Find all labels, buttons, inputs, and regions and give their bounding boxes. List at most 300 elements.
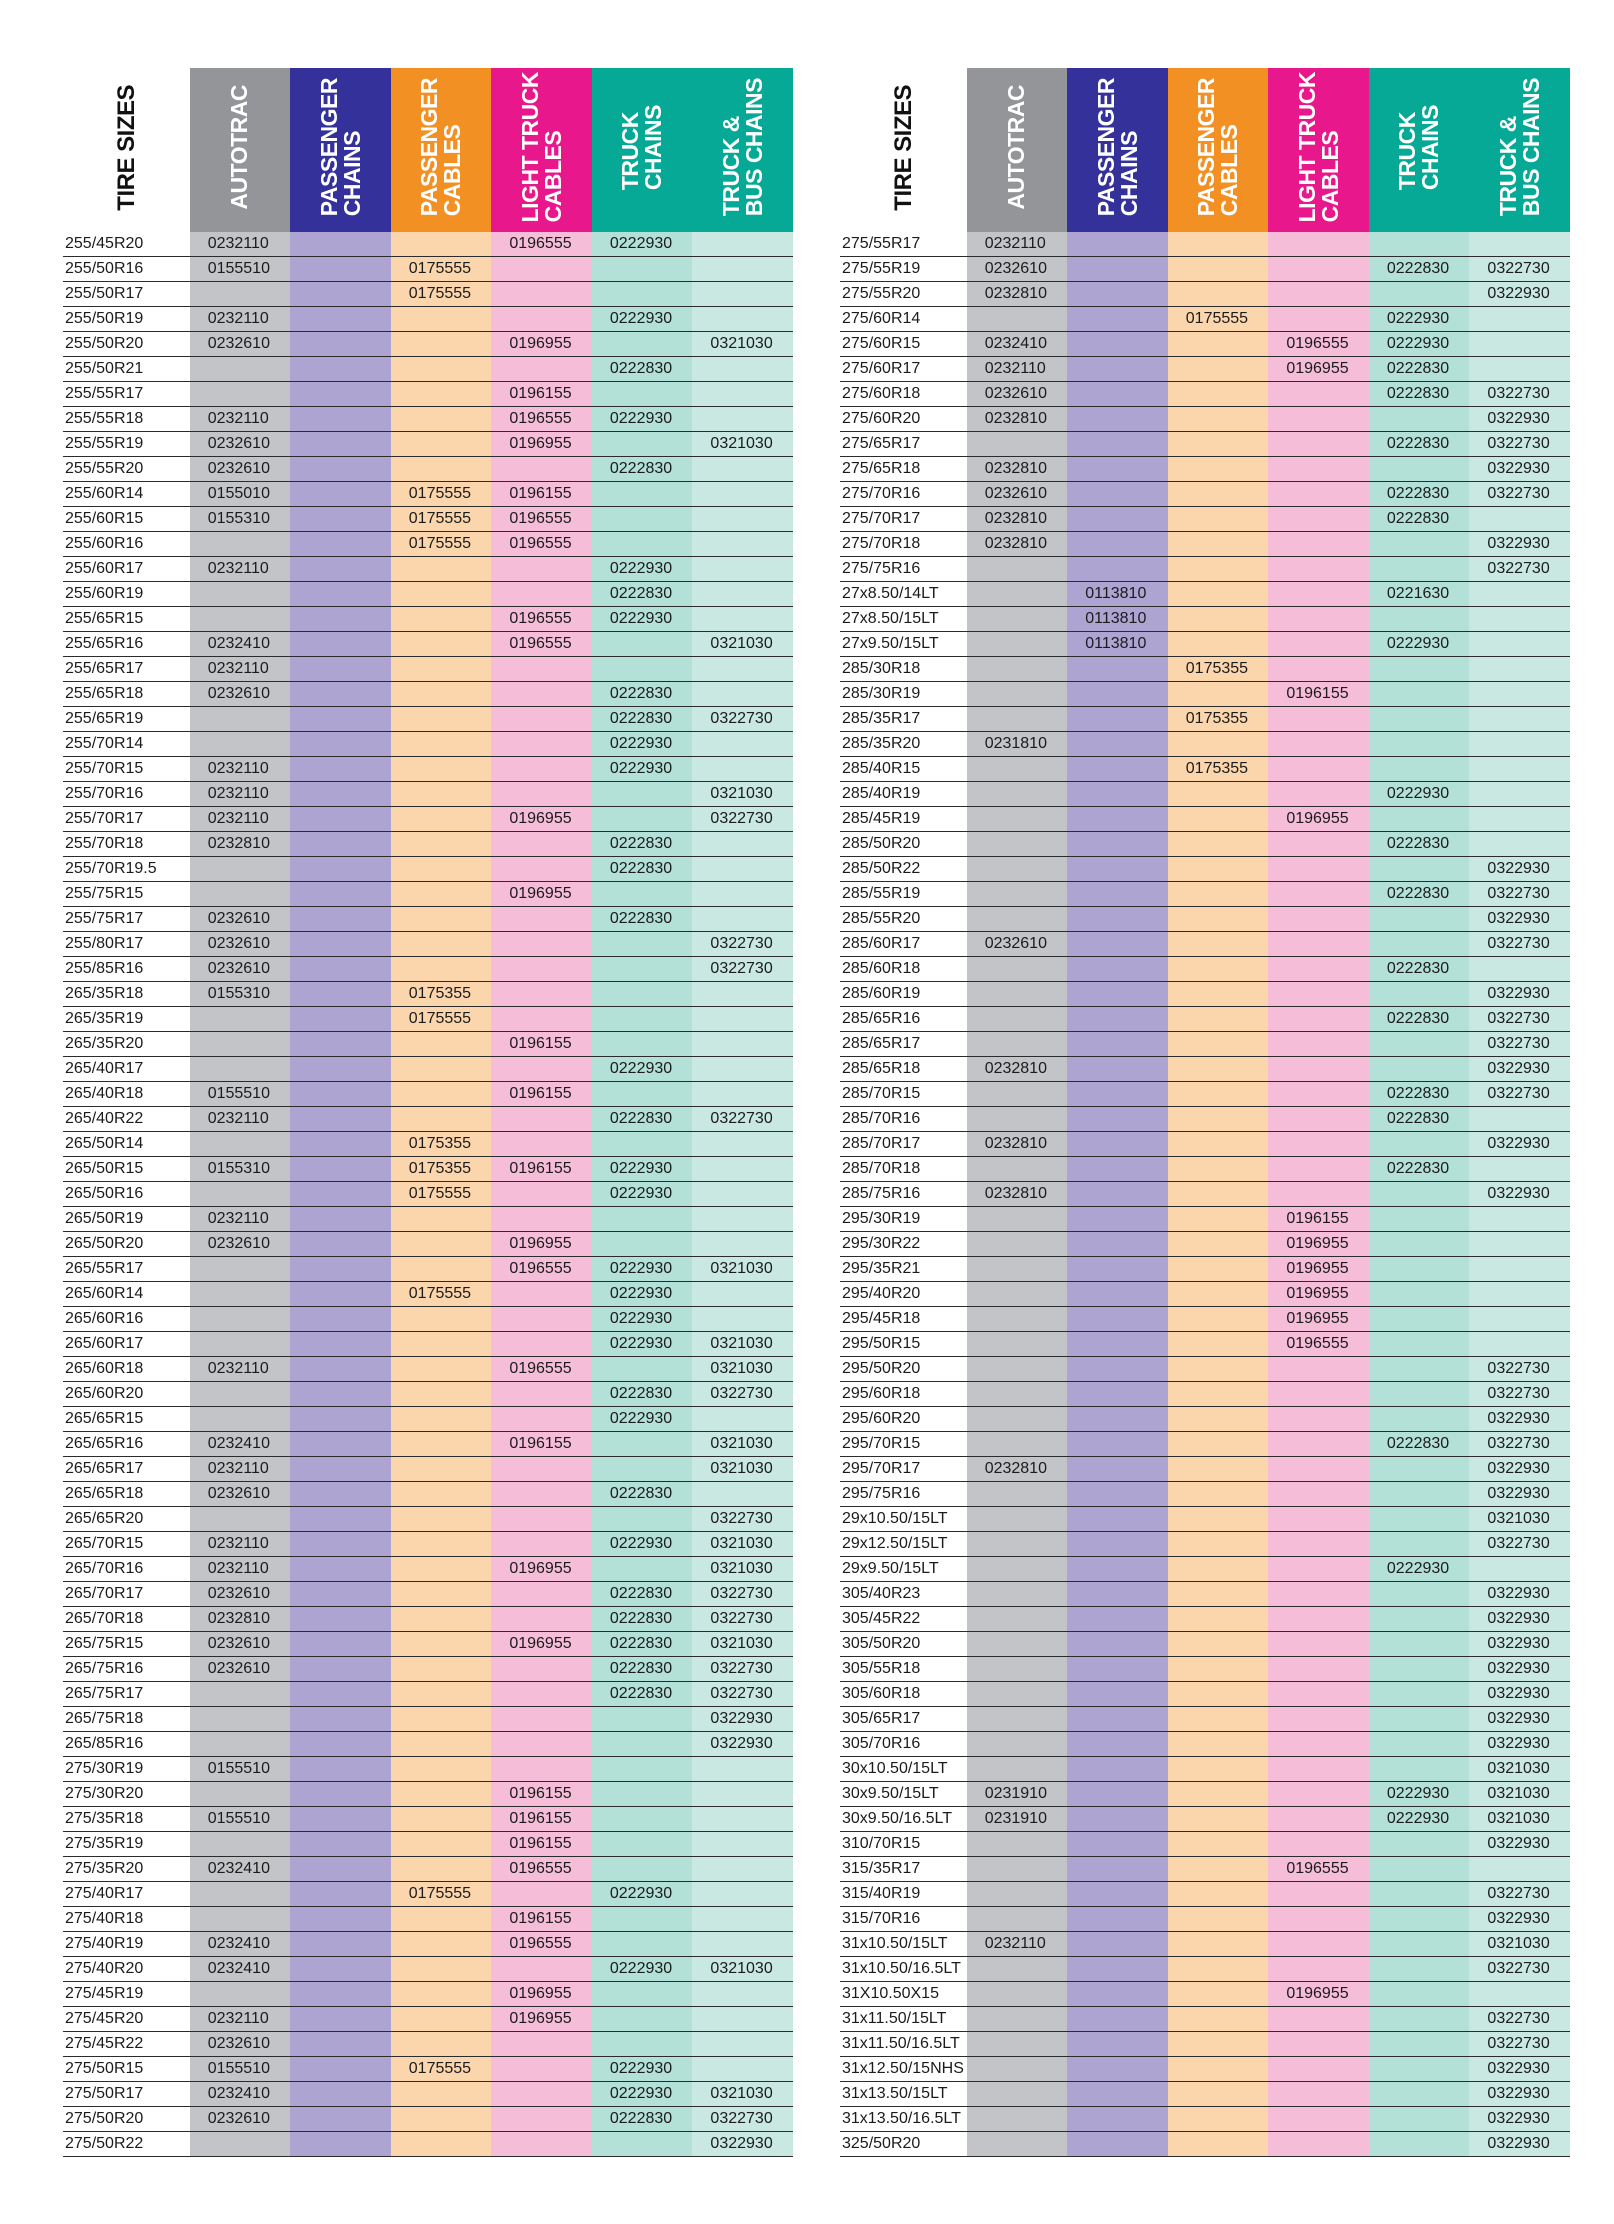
cell-passenger-cables xyxy=(391,1757,492,1782)
cell-passenger-cables xyxy=(391,607,492,632)
cell-passenger-chains xyxy=(1067,2107,1168,2132)
cell-truck-bus-chains xyxy=(692,1982,793,2007)
cell-truck-chains: 0222830 xyxy=(592,1607,693,1632)
cell-passenger-chains xyxy=(290,2057,391,2082)
table-row xyxy=(840,1557,1570,1582)
cell-passenger-chains xyxy=(1067,957,1168,982)
cell-autotrac xyxy=(967,1532,1068,1557)
cell-autotrac xyxy=(967,1907,1068,1932)
cell-truck-chains: 0222930 xyxy=(1369,632,1470,657)
cell-truck-bus-chains xyxy=(1469,332,1570,357)
cell-truck-chains xyxy=(592,1982,693,2007)
cell-light-truck-cables xyxy=(491,757,592,782)
cell-truck-chains xyxy=(1369,232,1470,257)
cell-truck-chains xyxy=(1369,1732,1470,1757)
cell-truck-chains: 0222930 xyxy=(592,1882,693,1907)
table-row xyxy=(63,2132,793,2157)
cell-passenger-chains xyxy=(1067,232,1168,257)
cell-truck-chains xyxy=(592,1007,693,1032)
cell-passenger-cables xyxy=(1168,1182,1269,1207)
cell-truck-chains xyxy=(1369,1457,1470,1482)
tire-size-table-right xyxy=(840,68,1570,2157)
cell-passenger-cables xyxy=(391,332,492,357)
cell-light-truck-cables xyxy=(491,1007,592,1032)
table-row xyxy=(63,1507,793,1532)
cell-passenger-chains xyxy=(1067,1982,1168,2007)
cell-truck-bus-chains xyxy=(1469,1107,1570,1132)
cell-tire-size: 295/70R17 xyxy=(840,1457,967,1482)
cell-autotrac xyxy=(967,1582,1068,1607)
cell-autotrac xyxy=(967,832,1068,857)
cell-passenger-chains xyxy=(1067,707,1168,732)
cell-passenger-cables xyxy=(391,2007,492,2032)
cell-passenger-chains xyxy=(290,1857,391,1882)
table-row xyxy=(63,1432,793,1457)
cell-autotrac xyxy=(190,282,291,307)
cell-autotrac: 0155010 xyxy=(190,482,291,507)
cell-autotrac xyxy=(967,1257,1068,1282)
cell-tire-size: 265/70R15 xyxy=(63,1532,190,1557)
table-row xyxy=(840,882,1570,907)
cell-truck-bus-chains xyxy=(692,732,793,757)
cell-light-truck-cables: 0196555 xyxy=(491,507,592,532)
cell-truck-bus-chains xyxy=(1469,1982,1570,2007)
cell-autotrac xyxy=(967,1607,1068,1632)
table-header-row xyxy=(840,68,1570,232)
cell-truck-bus-chains xyxy=(692,557,793,582)
table-row xyxy=(840,1832,1570,1857)
cell-passenger-chains xyxy=(290,1957,391,1982)
cell-light-truck-cables xyxy=(1268,1507,1369,1532)
table-row xyxy=(63,882,793,907)
cell-tire-size: 285/30R19 xyxy=(840,682,967,707)
cell-light-truck-cables: 0196555 xyxy=(491,1257,592,1282)
cell-truck-bus-chains: 0322730 xyxy=(692,2107,793,2132)
table-row xyxy=(840,957,1570,982)
cell-light-truck-cables xyxy=(1268,657,1369,682)
cell-truck-chains: 0222930 xyxy=(592,1307,693,1332)
table-row xyxy=(840,507,1570,532)
cell-light-truck-cables: 0196555 xyxy=(1268,1332,1369,1357)
cell-truck-chains xyxy=(592,2132,693,2157)
cell-light-truck-cables xyxy=(1268,307,1369,332)
table-row xyxy=(840,1782,1570,1807)
cell-truck-bus-chains xyxy=(692,682,793,707)
cell-tire-size: 275/30R19 xyxy=(63,1757,190,1782)
cell-truck-bus-chains xyxy=(1469,657,1570,682)
cell-light-truck-cables: 0196555 xyxy=(491,632,592,657)
table-row xyxy=(840,1032,1570,1057)
cell-passenger-chains xyxy=(290,707,391,732)
cell-passenger-cables xyxy=(1168,1082,1269,1107)
cell-truck-chains xyxy=(592,782,693,807)
cell-tire-size: 275/60R14 xyxy=(840,307,967,332)
table-row xyxy=(840,1157,1570,1182)
cell-truck-bus-chains: 0322730 xyxy=(692,957,793,982)
cell-passenger-chains xyxy=(1067,282,1168,307)
cell-truck-bus-chains: 0321030 xyxy=(692,1332,793,1357)
cell-truck-chains: 0222830 xyxy=(1369,882,1470,907)
cell-truck-chains: 0222930 xyxy=(592,1282,693,1307)
cell-passenger-cables xyxy=(391,1932,492,1957)
cell-passenger-chains xyxy=(290,1357,391,1382)
cell-tire-size: 285/75R16 xyxy=(840,1182,967,1207)
cell-tire-size: 255/65R17 xyxy=(63,657,190,682)
cell-autotrac xyxy=(190,1007,291,1032)
cell-passenger-cables xyxy=(1168,532,1269,557)
cell-truck-bus-chains xyxy=(1469,1257,1570,1282)
cell-tire-size: 275/60R17 xyxy=(840,357,967,382)
cell-truck-chains xyxy=(592,432,693,457)
cell-tire-size: 275/70R18 xyxy=(840,532,967,557)
cell-passenger-chains xyxy=(290,632,391,657)
table-row xyxy=(840,2032,1570,2057)
cell-passenger-chains xyxy=(1067,1957,1168,1982)
cell-light-truck-cables: 0196155 xyxy=(491,1907,592,1932)
cell-passenger-cables xyxy=(1168,1707,1269,1732)
cell-passenger-cables xyxy=(1168,282,1269,307)
table-row xyxy=(63,1107,793,1132)
cell-passenger-chains xyxy=(1067,1332,1168,1357)
cell-autotrac: 0232110 xyxy=(190,782,291,807)
cell-tire-size: 255/85R16 xyxy=(63,957,190,982)
cell-autotrac xyxy=(967,1007,1068,1032)
table-row xyxy=(63,382,793,407)
cell-autotrac xyxy=(190,1832,291,1857)
table-row xyxy=(840,1407,1570,1432)
cell-passenger-cables xyxy=(1168,1232,1269,1257)
cell-light-truck-cables xyxy=(1268,1482,1369,1507)
cell-autotrac: 0232810 xyxy=(967,1057,1068,1082)
cell-truck-chains xyxy=(592,257,693,282)
cell-light-truck-cables xyxy=(1268,757,1369,782)
cell-tire-size: 285/55R19 xyxy=(840,882,967,907)
cell-light-truck-cables xyxy=(491,1182,592,1207)
cell-light-truck-cables xyxy=(491,1957,592,1982)
cell-passenger-cables: 0175555 xyxy=(391,1007,492,1032)
cell-autotrac: 0232610 xyxy=(190,2107,291,2132)
cell-truck-chains: 0221630 xyxy=(1369,582,1470,607)
cell-passenger-cables: 0175555 xyxy=(391,1182,492,1207)
cell-autotrac: 0232810 xyxy=(967,407,1068,432)
cell-autotrac: 0232410 xyxy=(190,1932,291,1957)
cell-autotrac: 0155310 xyxy=(190,982,291,1007)
tire-chart-right xyxy=(840,68,1570,2157)
cell-passenger-cables xyxy=(1168,1507,1269,1532)
cell-light-truck-cables xyxy=(491,1057,592,1082)
cell-truck-chains: 0222930 xyxy=(592,732,693,757)
cell-truck-bus-chains xyxy=(692,482,793,507)
cell-truck-bus-chains xyxy=(692,832,793,857)
cell-light-truck-cables: 0196955 xyxy=(491,1632,592,1657)
cell-tire-size: 255/80R17 xyxy=(63,932,190,957)
cell-tire-size: 315/70R16 xyxy=(840,1907,967,1932)
cell-autotrac xyxy=(190,357,291,382)
table-row xyxy=(63,1082,793,1107)
cell-truck-bus-chains xyxy=(692,857,793,882)
cell-truck-chains: 0222830 xyxy=(1369,507,1470,532)
cell-light-truck-cables: 0196955 xyxy=(1268,1307,1369,1332)
cell-light-truck-cables xyxy=(491,1132,592,1157)
cell-passenger-chains xyxy=(290,1107,391,1132)
cell-truck-bus-chains xyxy=(692,232,793,257)
cell-tire-size: 285/55R20 xyxy=(840,907,967,932)
cell-passenger-cables xyxy=(391,1232,492,1257)
cell-truck-chains: 0222930 xyxy=(592,757,693,782)
cell-light-truck-cables xyxy=(1268,407,1369,432)
cell-light-truck-cables xyxy=(1268,632,1369,657)
cell-truck-chains xyxy=(1369,1532,1470,1557)
cell-truck-chains: 0222930 xyxy=(592,2082,693,2107)
cell-light-truck-cables xyxy=(491,1482,592,1507)
cell-tire-size: 30x9.50/15LT xyxy=(840,1782,967,1807)
table-row xyxy=(63,282,793,307)
cell-passenger-cables xyxy=(391,1407,492,1432)
cell-truck-bus-chains: 0322930 xyxy=(1469,1657,1570,1682)
cell-passenger-cables xyxy=(1168,632,1269,657)
cell-light-truck-cables xyxy=(1268,1157,1369,1182)
cell-passenger-cables xyxy=(1168,857,1269,882)
cell-light-truck-cables xyxy=(491,732,592,757)
cell-tire-size: 285/65R18 xyxy=(840,1057,967,1082)
cell-passenger-chains xyxy=(1067,1157,1168,1182)
cell-truck-chains xyxy=(592,1357,693,1382)
cell-light-truck-cables xyxy=(491,1532,592,1557)
cell-passenger-chains xyxy=(290,1232,391,1257)
table-row xyxy=(63,1582,793,1607)
header-tire-sizes: TIRE SIZES xyxy=(840,68,967,232)
cell-autotrac xyxy=(190,582,291,607)
cell-light-truck-cables: 0196555 xyxy=(491,1932,592,1957)
cell-tire-size: 275/55R17 xyxy=(840,232,967,257)
cell-truck-chains: 0222930 xyxy=(592,232,693,257)
cell-autotrac xyxy=(190,1332,291,1357)
cell-truck-chains: 0222930 xyxy=(1369,307,1470,332)
cell-autotrac xyxy=(967,632,1068,657)
cell-autotrac xyxy=(190,1782,291,1807)
cell-passenger-cables xyxy=(1168,982,1269,1007)
cell-tire-size: 305/60R18 xyxy=(840,1682,967,1707)
cell-passenger-chains xyxy=(290,1432,391,1457)
cell-passenger-cables xyxy=(1168,557,1269,582)
cell-passenger-cables xyxy=(1168,932,1269,957)
cell-passenger-cables xyxy=(1168,1657,1269,1682)
table-row xyxy=(63,1132,793,1157)
cell-tire-size: 285/35R20 xyxy=(840,732,967,757)
cell-autotrac: 0232610 xyxy=(967,382,1068,407)
cell-tire-size: 275/35R20 xyxy=(63,1857,190,1882)
cell-truck-bus-chains: 0322730 xyxy=(1469,482,1570,507)
cell-tire-size: 265/65R18 xyxy=(63,1482,190,1507)
cell-truck-bus-chains: 0322730 xyxy=(1469,1032,1570,1057)
cell-truck-bus-chains: 0321030 xyxy=(692,1532,793,1557)
cell-light-truck-cables xyxy=(1268,2032,1369,2057)
table-row xyxy=(840,632,1570,657)
cell-passenger-cables xyxy=(1168,407,1269,432)
cell-passenger-cables xyxy=(1168,1782,1269,1807)
cell-tire-size: 255/50R17 xyxy=(63,282,190,307)
table-row xyxy=(840,2007,1570,2032)
cell-truck-bus-chains: 0322930 xyxy=(1469,857,1570,882)
cell-truck-chains xyxy=(1369,1632,1470,1657)
cell-passenger-cables: 0175555 xyxy=(391,257,492,282)
cell-truck-bus-chains: 0321030 xyxy=(1469,1807,1570,1832)
cell-light-truck-cables: 0196555 xyxy=(1268,332,1369,357)
cell-truck-bus-chains: 0322730 xyxy=(692,932,793,957)
cell-light-truck-cables xyxy=(491,1757,592,1782)
cell-truck-bus-chains xyxy=(692,582,793,607)
cell-autotrac: 0232610 xyxy=(190,432,291,457)
cell-truck-chains xyxy=(1369,1657,1470,1682)
cell-passenger-chains xyxy=(290,782,391,807)
cell-tire-size: 285/30R18 xyxy=(840,657,967,682)
cell-truck-chains xyxy=(592,332,693,357)
cell-passenger-cables xyxy=(391,1507,492,1532)
cell-passenger-chains xyxy=(1067,782,1168,807)
table-row xyxy=(840,407,1570,432)
table-row xyxy=(840,457,1570,482)
cell-truck-chains xyxy=(1369,532,1470,557)
table-row xyxy=(63,1257,793,1282)
cell-passenger-chains xyxy=(1067,1382,1168,1407)
cell-passenger-chains xyxy=(290,1307,391,1332)
cell-truck-chains xyxy=(1369,1482,1470,1507)
cell-tire-size: 31x10.50/15LT xyxy=(840,1932,967,1957)
table-row xyxy=(63,1932,793,1957)
cell-light-truck-cables xyxy=(491,2107,592,2132)
cell-truck-chains xyxy=(592,1207,693,1232)
cell-light-truck-cables xyxy=(491,1382,592,1407)
cell-truck-bus-chains: 0321030 xyxy=(692,1632,793,1657)
cell-passenger-chains: 0113810 xyxy=(1067,582,1168,607)
cell-passenger-cables xyxy=(1168,1982,1269,2007)
cell-autotrac xyxy=(190,1707,291,1732)
cell-passenger-cables xyxy=(391,1532,492,1557)
cell-passenger-cables xyxy=(1168,1857,1269,1882)
cell-truck-bus-chains: 0322930 xyxy=(1469,407,1570,432)
cell-autotrac: 0232110 xyxy=(967,232,1068,257)
cell-passenger-cables xyxy=(391,832,492,857)
table-row xyxy=(840,1857,1570,1882)
cell-autotrac: 0231810 xyxy=(967,732,1068,757)
table-row xyxy=(63,1532,793,1557)
cell-truck-bus-chains xyxy=(692,1832,793,1857)
cell-passenger-chains xyxy=(1067,1282,1168,1307)
table-row xyxy=(63,357,793,382)
table-row xyxy=(840,532,1570,557)
cell-autotrac: 0232410 xyxy=(190,2082,291,2107)
cell-tire-size: 255/50R19 xyxy=(63,307,190,332)
cell-passenger-chains xyxy=(290,1832,391,1857)
cell-light-truck-cables: 0196555 xyxy=(491,607,592,632)
cell-truck-chains xyxy=(592,982,693,1007)
cell-autotrac: 0232810 xyxy=(967,282,1068,307)
cell-autotrac xyxy=(967,957,1068,982)
cell-tire-size: 29x9.50/15LT xyxy=(840,1557,967,1582)
cell-passenger-cables xyxy=(1168,1382,1269,1407)
cell-light-truck-cables: 0196555 xyxy=(491,407,592,432)
cell-passenger-chains xyxy=(1067,1407,1168,1432)
cell-truck-bus-chains: 0322730 xyxy=(1469,1382,1570,1407)
cell-light-truck-cables xyxy=(491,307,592,332)
table-row xyxy=(840,1332,1570,1357)
cell-passenger-chains xyxy=(1067,1457,1168,1482)
cell-light-truck-cables xyxy=(1268,1007,1369,1032)
cell-tire-size: 265/60R16 xyxy=(63,1307,190,1332)
cell-passenger-cables xyxy=(391,232,492,257)
cell-autotrac xyxy=(967,882,1068,907)
cell-light-truck-cables xyxy=(491,1607,592,1632)
table-row xyxy=(840,2132,1570,2157)
cell-light-truck-cables xyxy=(1268,1457,1369,1482)
cell-passenger-chains xyxy=(290,1757,391,1782)
cell-passenger-chains xyxy=(1067,832,1168,857)
cell-passenger-chains xyxy=(290,2132,391,2157)
cell-passenger-cables xyxy=(1168,2057,1269,2082)
cell-autotrac: 0155310 xyxy=(190,507,291,532)
table-row xyxy=(840,1357,1570,1382)
cell-autotrac xyxy=(190,1132,291,1157)
cell-tire-size: 265/60R14 xyxy=(63,1282,190,1307)
cell-passenger-cables xyxy=(391,1607,492,1632)
cell-truck-bus-chains xyxy=(692,607,793,632)
cell-passenger-cables xyxy=(391,1432,492,1457)
cell-truck-chains: 0222830 xyxy=(1369,1082,1470,1107)
cell-tire-size: 285/45R19 xyxy=(840,807,967,832)
cell-autotrac: 0232610 xyxy=(190,332,291,357)
cell-passenger-chains xyxy=(290,757,391,782)
cell-passenger-cables xyxy=(391,657,492,682)
cell-autotrac xyxy=(190,882,291,907)
cell-light-truck-cables xyxy=(491,1507,592,1532)
cell-passenger-cables xyxy=(1168,1057,1269,1082)
cell-autotrac xyxy=(967,907,1068,932)
cell-passenger-cables xyxy=(391,632,492,657)
cell-passenger-chains xyxy=(290,857,391,882)
cell-passenger-cables xyxy=(1168,2007,1269,2032)
cell-tire-size: 265/60R17 xyxy=(63,1332,190,1357)
cell-autotrac xyxy=(967,1382,1068,1407)
cell-passenger-chains xyxy=(1067,882,1168,907)
cell-truck-chains xyxy=(1369,1507,1470,1532)
table-row xyxy=(840,1907,1570,1932)
cell-passenger-chains xyxy=(290,1407,391,1432)
cell-truck-chains: 0222930 xyxy=(1369,1807,1470,1832)
cell-truck-chains: 0222830 xyxy=(1369,257,1470,282)
cell-passenger-chains xyxy=(1067,357,1168,382)
cell-truck-chains xyxy=(592,1857,693,1882)
cell-passenger-cables xyxy=(391,1382,492,1407)
cell-tire-size: 255/55R18 xyxy=(63,407,190,432)
cell-truck-chains xyxy=(1369,1332,1470,1357)
cell-autotrac: 0232110 xyxy=(190,1457,291,1482)
cell-autotrac xyxy=(967,1882,1068,1907)
cell-passenger-chains xyxy=(1067,1182,1168,1207)
cell-passenger-chains xyxy=(290,1732,391,1757)
cell-truck-chains xyxy=(1369,1357,1470,1382)
cell-light-truck-cables: 0196155 xyxy=(491,382,592,407)
cell-light-truck-cables xyxy=(491,982,592,1007)
cell-passenger-chains xyxy=(1067,1732,1168,1757)
table-row xyxy=(63,1157,793,1182)
header-truck-bus-chains: TRUCK & BUS CHAINS xyxy=(1469,68,1570,232)
table-row xyxy=(63,457,793,482)
cell-passenger-chains xyxy=(1067,857,1168,882)
cell-passenger-cables: 0175555 xyxy=(1168,307,1269,332)
cell-tire-size: 255/65R18 xyxy=(63,682,190,707)
cell-passenger-chains xyxy=(1067,932,1168,957)
cell-truck-bus-chains xyxy=(692,757,793,782)
